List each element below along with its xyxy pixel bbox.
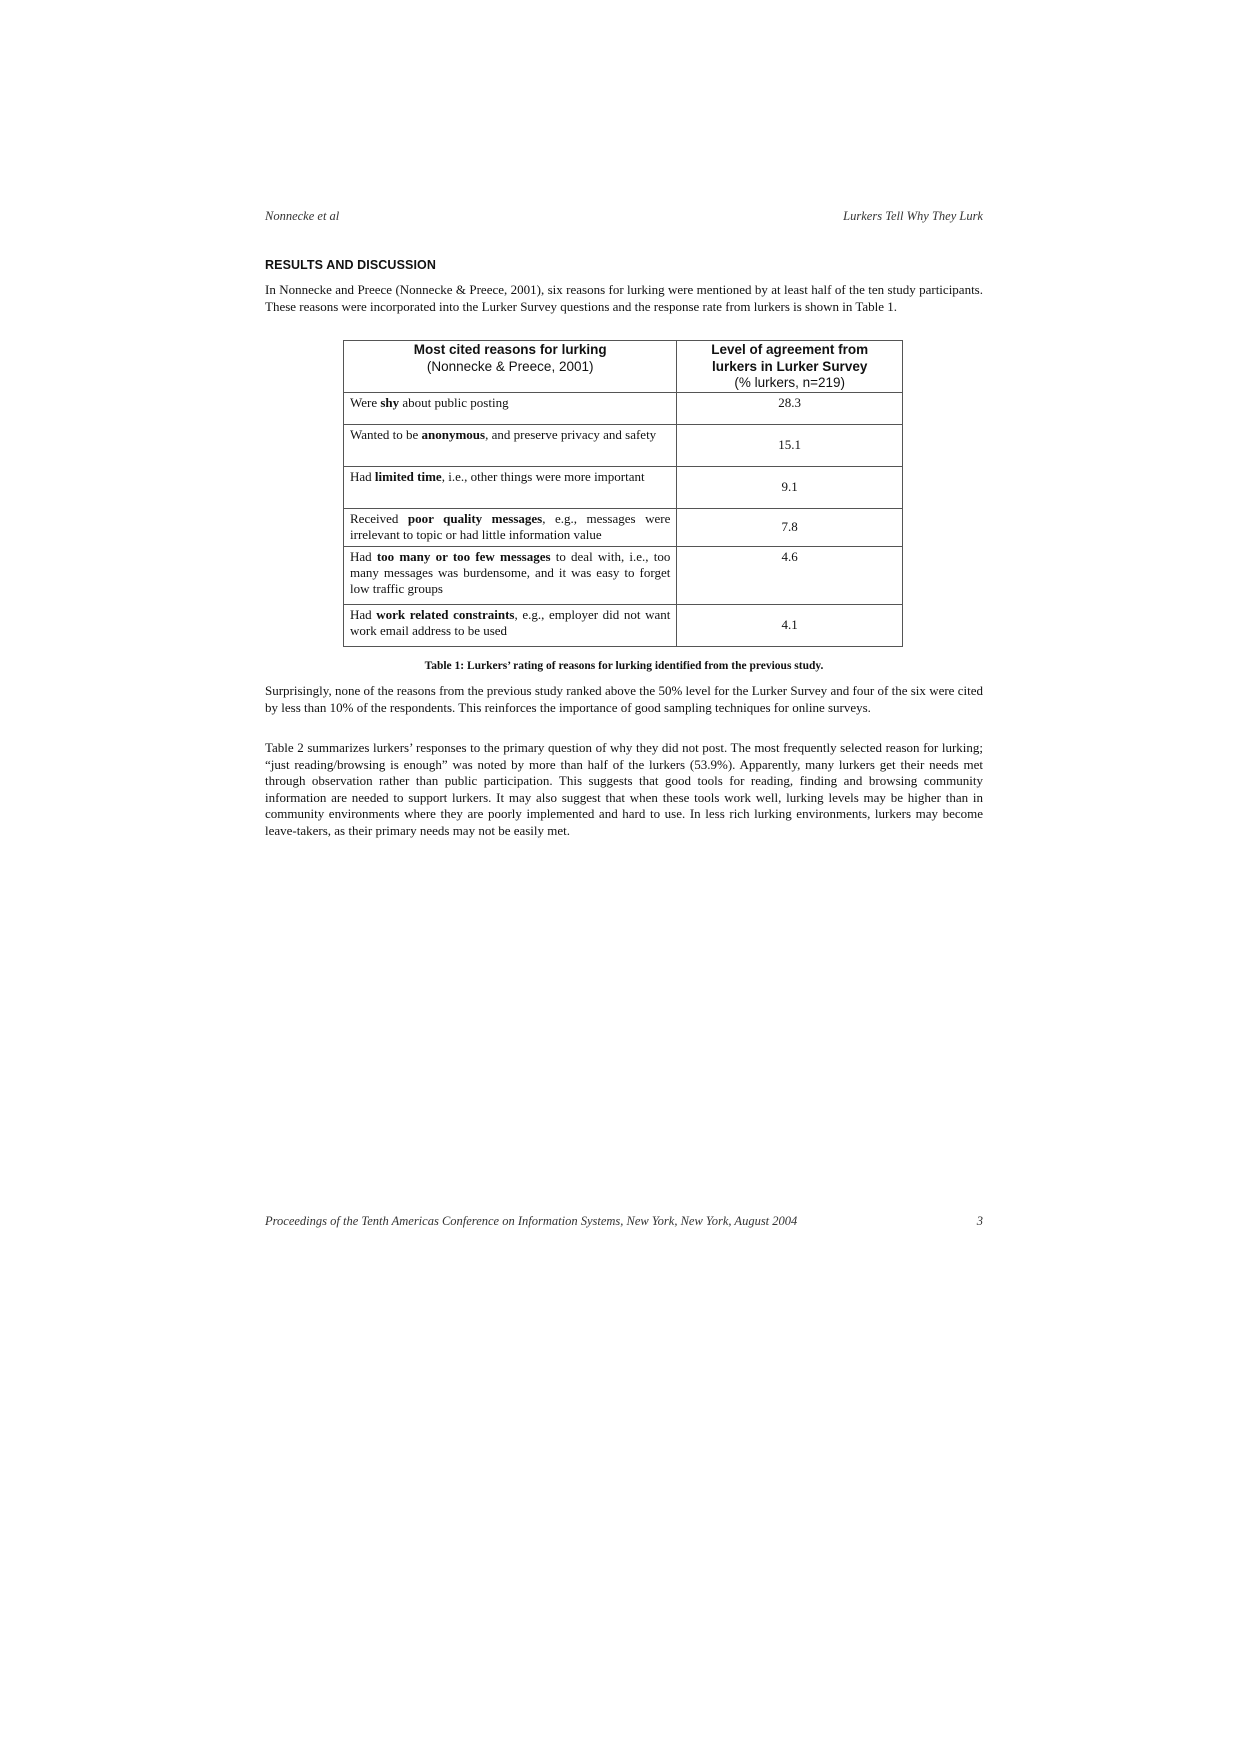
reason-keyword: poor quality messages (407, 510, 543, 526)
reason-text: Had (350, 468, 375, 484)
header-reasons-source: (Nonnecke & Preece, 2001) (426, 358, 594, 374)
reason-cell (344, 424, 677, 466)
table-row (344, 546, 903, 604)
table-row (344, 466, 903, 508)
footer-proceedings: Proceedings of the Tenth Americas Conference on Information Systems, New York, New York, August 2004 (265, 1214, 798, 1228)
agreement-value: 7.8 (677, 508, 903, 546)
header-reasons-title: Most cited reasons for lurking (413, 342, 607, 357)
reason-text: , e.g., employer did not want work email address to be used (350, 606, 671, 638)
table-caption: Table 1: Lurkers’ rating of reasons for lurking identified from the previous study. (424, 660, 824, 672)
agreement-value: 28.3 (677, 392, 903, 424)
header-agreement-line1: Level of agreement from (711, 342, 869, 357)
agreement-value: 4.1 (677, 604, 903, 646)
header-title: Lurkers Tell Why They Lurk (843, 209, 983, 223)
agreement-value: 15.1 (677, 424, 903, 466)
reason-keyword: shy (380, 394, 400, 410)
table-row (344, 604, 903, 646)
reason-text: Received (350, 510, 408, 526)
reason-text: about public posting (399, 394, 509, 410)
header-agreement-line2: lurkers in Lurker Survey (712, 358, 868, 374)
agreement-value: 9.1 (677, 466, 903, 508)
reason-text: , e.g., messages were irrelevant to topic or had little information value (350, 510, 671, 542)
header-authors: Nonnecke et al (265, 209, 340, 223)
reason-text: Had (350, 548, 377, 564)
header-agreement-sub: (% lurkers, n=219) (734, 375, 846, 390)
table-row (344, 392, 903, 424)
table-row (344, 424, 903, 466)
header-agreement (677, 341, 903, 393)
running-footer (265, 1214, 983, 1229)
reason-text: to deal with, i.e., too many messages was burdensome, and it was easy to forget low traffic groups (350, 548, 671, 596)
reason-cell (344, 466, 677, 508)
reason-text: , and preserve privacy and safety (485, 426, 657, 442)
reason-cell (344, 604, 677, 646)
reason-text: Wanted to be (350, 426, 422, 442)
reason-keyword: anonymous (421, 426, 486, 442)
table-row (344, 508, 903, 546)
reason-text: Were (350, 394, 381, 410)
reason-text: , i.e., other things were more important (441, 468, 645, 484)
results-table (343, 340, 903, 647)
reason-keyword: limited time (374, 468, 442, 484)
paper-page (265, 0, 983, 1754)
reason-keyword: work related constraints (376, 606, 515, 622)
body-paragraph-3: Table 2 summarizes lurkers’ responses to the primary question of why they did not post. The most frequently selected reason for lurking; “just reading/browsing is enough” was noted by more than half of the lurkers (53.9%). Apparently, many lurkers get their needs met through observation rather than public participation. This suggests that good tools for reading, finding and browsing community information are needed to support lurkers. It may also suggest that when these tools work well, lurking levels may be higher than in community environments where they are poorly implemented and hard to use. In less rich lurking environments, lurkers may become leave-takers, as their primary needs may not be easily met. (265, 740, 983, 838)
body-paragraph-2: Surprisingly, none of the reasons from the previous study ranked above the 50% level for the Lurker Survey and four of the six were cited by less than 10% of the respondents. This reinforces the importance of good sampling techniques for online surveys. (265, 683, 983, 715)
table-header-row (344, 341, 903, 393)
section-heading: RESULTS AND DISCUSSION (265, 258, 436, 272)
agreement-value: 4.6 (677, 546, 903, 604)
header-reasons (344, 341, 677, 393)
reason-cell (344, 392, 677, 424)
reason-cell (344, 546, 677, 604)
intro-paragraph: In Nonnecke and Preece (Nonnecke & Preece, 2001), six reasons for lurking were mentioned by at least half of the ten study participants. These reasons were incorporated into the Lurker Survey questions and the response rate from lurkers is shown in Table 1. (265, 282, 983, 314)
reason-text: Had (350, 606, 377, 622)
reason-cell (344, 508, 677, 546)
reason-keyword: too many or too few messages (376, 548, 551, 564)
page-number: 3 (976, 1214, 983, 1228)
